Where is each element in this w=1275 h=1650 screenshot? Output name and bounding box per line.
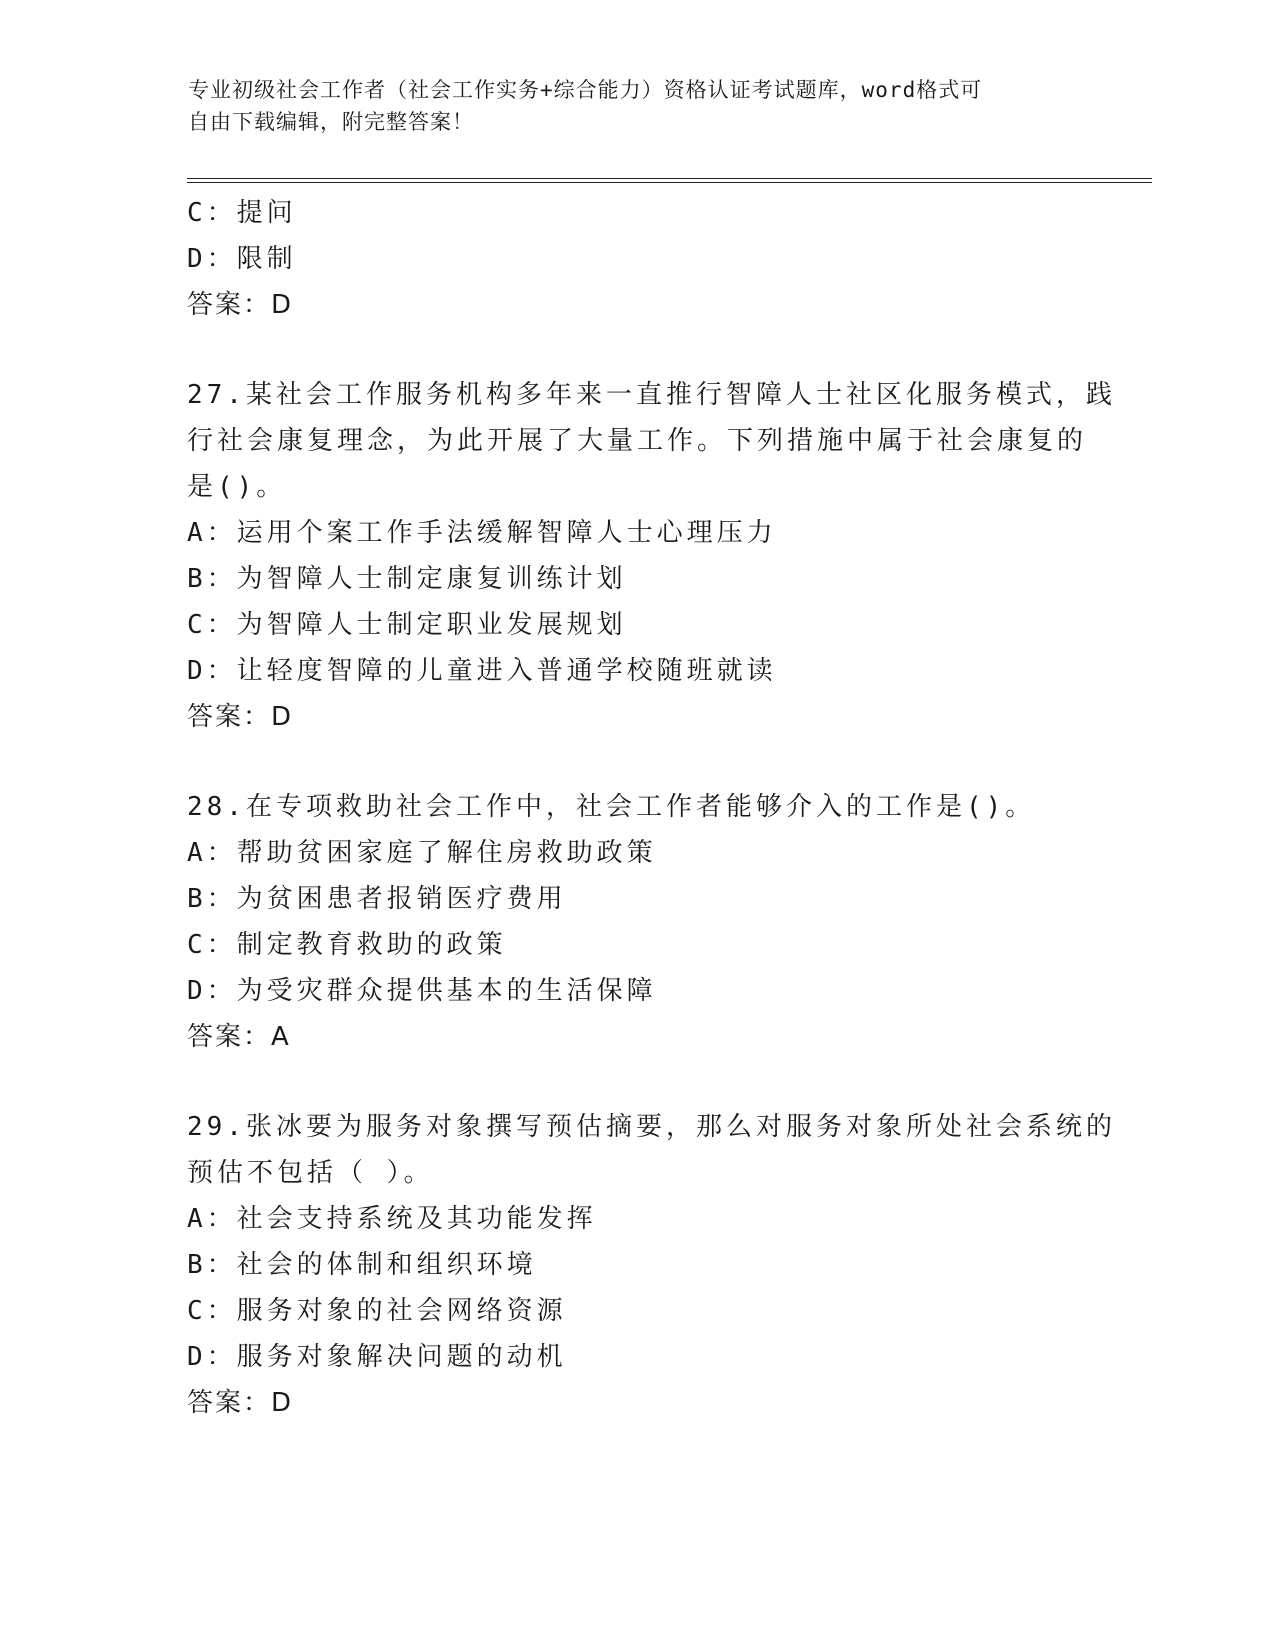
prev-answer: 答案：D: [187, 290, 294, 320]
answer: 答案：D: [187, 702, 294, 732]
option-b: B：为贫困患者报销医疗费用: [187, 884, 567, 914]
question-stem-line: 是()。: [187, 472, 287, 502]
option-d: D：服务对象解决问题的动机: [187, 1342, 567, 1372]
question-stem-line: 27.某社会工作服务机构多年来一直推行智障人士社区化服务模式，践: [187, 380, 1116, 410]
question-stem-line: 行社会康复理念，为此开展了大量工作。下列措施中属于社会康复的: [187, 426, 1088, 456]
header-double-rule: [187, 178, 1152, 183]
prev-option-d: D：限制: [187, 244, 297, 274]
option-a: A：帮助贫困家庭了解住房救助政策: [187, 838, 657, 868]
answer: 答案：D: [187, 1388, 294, 1418]
question-stem-line: 28.在专项救助社会工作中，社会工作者能够介入的工作是()。: [187, 792, 1036, 822]
option-a: A：运用个案工作手法缓解智障人士心理压力: [187, 518, 777, 548]
document-header: [188, 74, 1088, 138]
option-c: C：服务对象的社会网络资源: [187, 1296, 567, 1326]
question-stem-line: 29.张冰要为服务对象撰写预估摘要，那么对服务对象所处社会系统的: [187, 1112, 1116, 1142]
option-b: B：为智障人士制定康复训练计划: [187, 564, 627, 594]
option-c: C：制定教育救助的政策: [187, 930, 507, 960]
option-d: D：为受灾群众提供基本的生活保障: [187, 976, 657, 1006]
question-stem-line: 预估不包括（ ）。: [187, 1158, 434, 1188]
prev-option-c: C：提问: [187, 198, 297, 228]
header-line-1: 专业初级社会工作者（社会工作实务+综合能力）资格认证考试题库，word格式可: [188, 78, 983, 102]
header-line-2: 自由下载编辑，附完整答案！: [188, 110, 474, 134]
option-c: C：为智障人士制定职业发展规划: [187, 610, 627, 640]
option-d: D：让轻度智障的儿童进入普通学校随班就读: [187, 656, 777, 686]
answer: 答案：A: [187, 1022, 291, 1052]
question-27: [187, 372, 1116, 740]
option-a: A：社会支持系统及其功能发挥: [187, 1204, 597, 1234]
question-29: [187, 1104, 1116, 1426]
question-28: [187, 784, 1087, 1060]
question-content: [187, 190, 1116, 1426]
option-b: B：社会的体制和组织环境: [187, 1250, 537, 1280]
